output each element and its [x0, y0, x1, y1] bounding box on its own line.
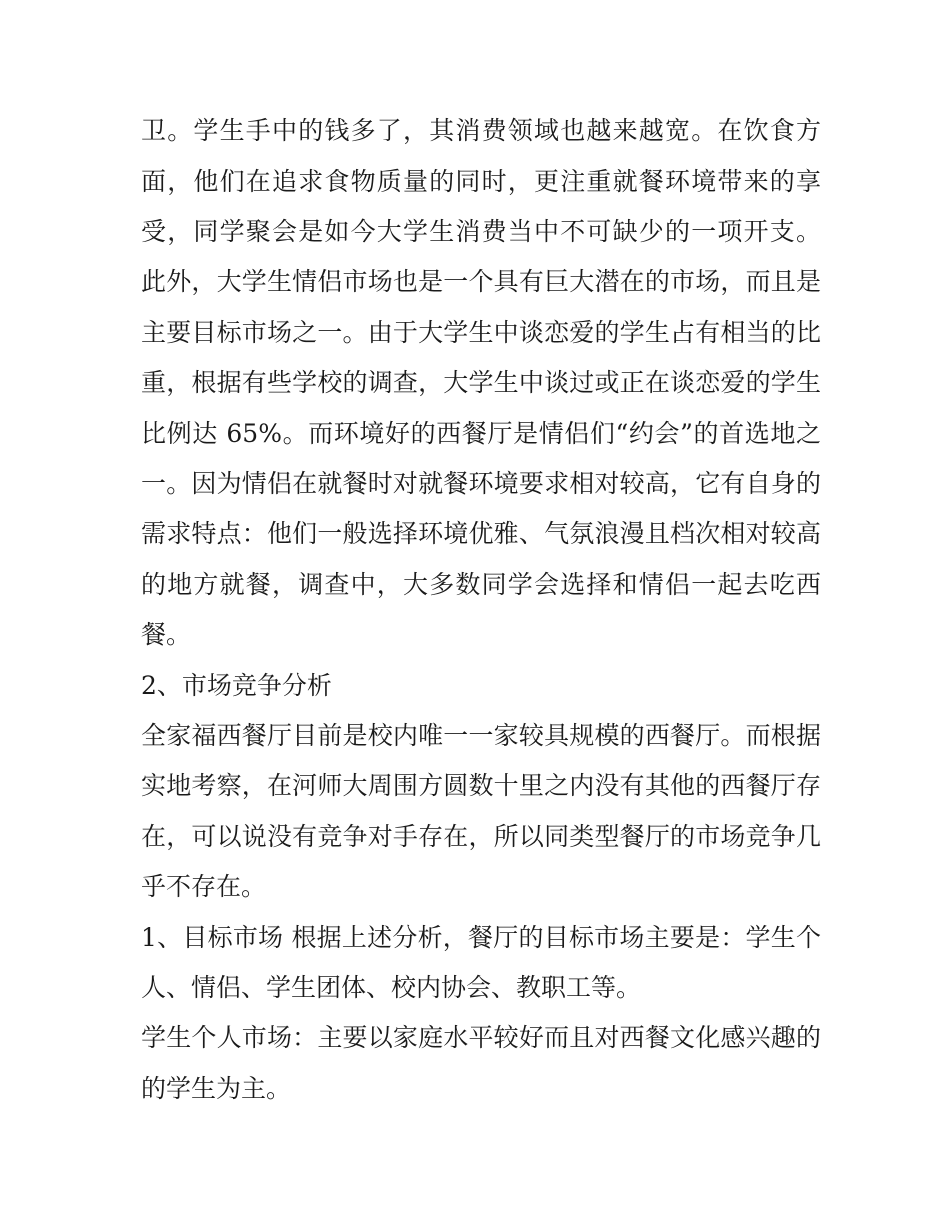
- paragraph-line: 的地方就餐，调查中，大多数同学会选择和情侣一起去吃西: [141, 570, 821, 599]
- paragraph-line: 卫。学生手中的钱多了，其消费领域也越来越宽。在饮食方: [141, 116, 821, 145]
- paragraph-line: 重，根据有些学校的调查，大学生中谈过或正在谈恋爱的学生: [141, 368, 821, 397]
- paragraph-line: 人、情侣、学生团体、校内协会、教职工等。: [141, 973, 642, 1002]
- paragraph-line: 实地考察，在河师大周围方圆数十里之内没有其他的西餐厅存: [141, 771, 821, 800]
- paragraph-line: 比例达 65%。而环境好的西餐厅是情侣们“约会”的首选地之: [141, 419, 821, 448]
- paragraph-line: 受，同学聚会是如今大学生消费当中不可缺少的一项开支。: [141, 217, 821, 246]
- paragraph-line: 此外，大学生情侣市场也是一个具有巨大潜在的市场，而且是: [141, 267, 821, 296]
- paragraph-line: 在，可以说没有竞争对手存在，所以同类型餐厅的市场竞争几: [141, 822, 821, 851]
- paragraph-line: 需求特点：他们一般选择环境优雅、气氛浪漫且档次相对较高: [141, 519, 821, 548]
- paragraph-line: 乎不存在。: [141, 872, 267, 901]
- paragraph-line: 餐。: [141, 620, 192, 649]
- section-heading: 2、市场竞争分析: [141, 671, 332, 700]
- paragraph-line: 面，他们在追求食物质量的同时，更注重就餐环境带来的享: [141, 167, 821, 196]
- paragraph-line: 一。因为情侣在就餐时对就餐环境要求相对较高，它有自身的: [141, 469, 821, 498]
- paragraph-line: 的学生为主。: [141, 1074, 292, 1103]
- paragraph-line: 主要目标市场之一。由于大学生中谈恋爱的学生占有相当的比: [141, 318, 821, 347]
- paragraph-line: 1、目标市场 根据上述分析，餐厅的目标市场主要是：学生个: [141, 923, 821, 952]
- paragraph-line: 全家福西餐厅目前是校内唯一一家较具规模的西餐厅。而根据: [141, 721, 821, 750]
- paragraph-line: 学生个人市场：主要以家庭水平较好而且对西餐文化感兴趣的: [141, 1023, 821, 1052]
